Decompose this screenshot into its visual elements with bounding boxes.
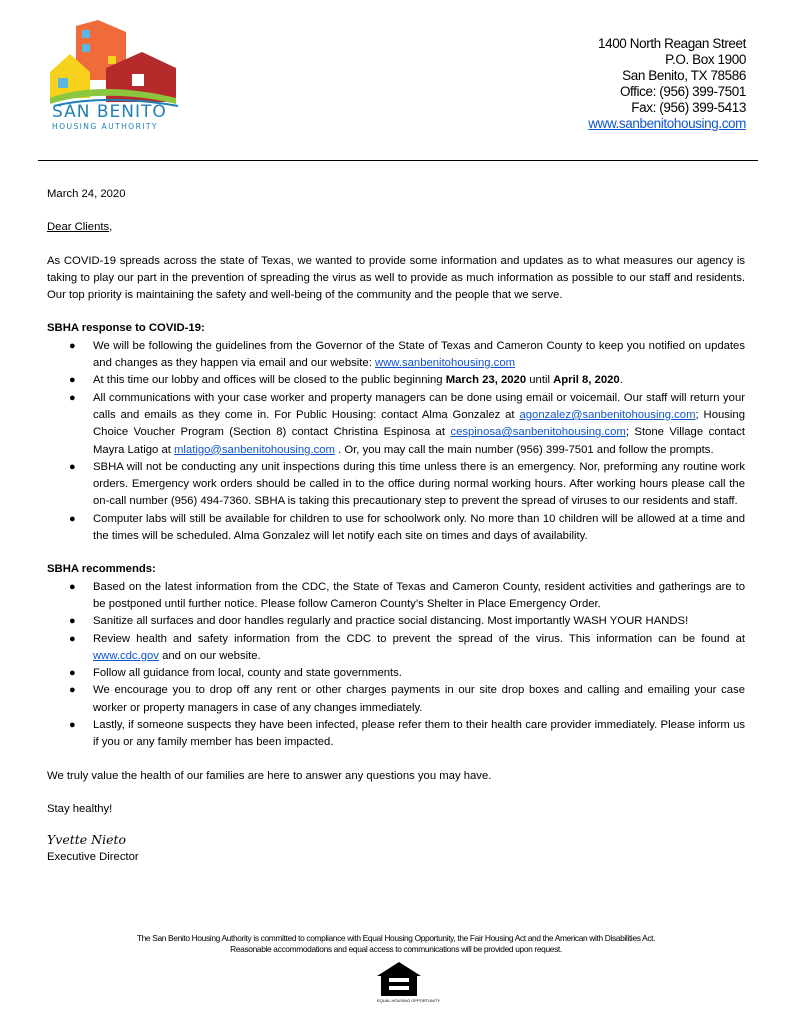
bullet-text: SBHA will not be conducting any unit inspections during this time unless there is an emergency. Nor, preforming any routine work orders. Emergency work orders should be called in to the office during normal working hours. After working hours please call the on-call number (956) 494-7360. SBHA is taking this precautionary step to prevent the spread of viruses to our residents and staff. xyxy=(93,460,745,508)
bullet-icon: ● xyxy=(69,580,76,593)
office-phone: Office: (956) 399-7501 xyxy=(619,84,746,99)
list-item xyxy=(47,390,745,459)
list-item xyxy=(47,613,745,630)
footer-line-2: Reasonable accommodations and equal access to communications will be provided upon request. xyxy=(230,944,562,954)
equal-housing-house-icon xyxy=(377,962,421,998)
website-link[interactable]: www.sanbenitohousing.com xyxy=(374,357,516,370)
salutation-text: Dear Clients xyxy=(47,221,110,234)
bullet-icon: ● xyxy=(69,460,76,473)
website-link[interactable]: www.sanbenitohousing.com xyxy=(588,116,746,131)
footer xyxy=(0,933,792,955)
bullet-icon: ● xyxy=(69,512,76,525)
bullet-icon: ● xyxy=(69,615,76,628)
list-item xyxy=(47,372,745,389)
bullet-text: We encourage you to drop off any rent or other charges payments in our site drop boxes and calling and emailing your case worker or property managers in case of any changes immediately. xyxy=(93,684,745,714)
bullet-text: ; Stone Village contact Mayra Latigo at xyxy=(93,426,745,456)
bullet-icon: ● xyxy=(69,374,76,387)
fax: Fax: (956) 399-5413 xyxy=(631,100,746,115)
email-link-mlatigo[interactable]: mlatigo@sanbenitohousing.com xyxy=(174,443,335,456)
bullet-icon: ● xyxy=(69,391,76,404)
street: 1400 North Reagan Street xyxy=(597,36,746,51)
logo xyxy=(46,18,184,136)
letter-body xyxy=(47,186,745,866)
sign-off: Stay healthy! xyxy=(47,802,113,815)
bullet-text: Computer labs will still be available for children to use for schoolwork only. No more than 10 children will be allowed at a time and the times will be scheduled. Alma Gonzalez will let notify each site on times and days of availability. xyxy=(93,512,745,543)
salutation xyxy=(47,219,745,236)
bullet-text: Follow all guidance from local, county and state governments. xyxy=(93,667,402,680)
response-heading: SBHA response to COVID-19: xyxy=(47,322,205,335)
equal-housing-label: EQUAL HOUSING OPPORTUNITY xyxy=(377,998,441,1003)
header-divider xyxy=(38,160,758,161)
bullet-icon: ● xyxy=(69,632,76,645)
logo-buildings-graphic xyxy=(46,18,184,108)
bullet-text: Based on the latest information from the CDC, the State of Texas and Cameron County, resident activities and gatherings are to be postponed until further notice. Please follow Cameron County’s Shelter in Place Emergency Order. xyxy=(93,580,745,610)
recommends-heading: SBHA recommends: xyxy=(47,563,156,576)
letter-date: March 24, 2020 xyxy=(47,188,126,200)
logo-name: SAN BENITO xyxy=(52,102,167,122)
response-list xyxy=(47,338,745,546)
list-item xyxy=(47,338,745,373)
bullet-text: ; Housing Choice Voucher Program (Section 8) contact Christina Espinosa at xyxy=(93,408,745,439)
po-box: P.O. Box 1900 xyxy=(665,52,746,67)
address-block xyxy=(588,36,746,132)
signer-title: Executive Director xyxy=(47,851,139,864)
bullet-text: until xyxy=(526,374,554,387)
bullet-text: . Or, you may call the main number (956) 399-7501 and follow the prompts. xyxy=(334,443,714,456)
bullet-text: Review health and safety information from the CDC to prevent the spread of the virus. This information can be found at xyxy=(93,632,745,645)
bullet-text: At this time our lobby and offices will be closed to the public beginning xyxy=(93,374,446,387)
closure-end-date: April 8, 2020 xyxy=(553,374,620,387)
bullet-text: All communications with your case worker and property managers can be done using email or voicemail. Our staff will return your calls and emails as they come in. For Public Housing: contact Alma Gonzalez at xyxy=(93,391,745,421)
list-item xyxy=(47,631,745,666)
closure-start-date: March 23, 2020 xyxy=(445,374,527,387)
equal-housing-logo xyxy=(377,962,441,1012)
bullet-text: . xyxy=(619,374,623,387)
bullet-text: Sanitize all surfaces and door handles regularly and practice social distancing. Most importantly WASH YOUR HANDS! xyxy=(93,615,689,628)
bullet-text: We will be following the guidelines from the Governor of the State of Texas and Cameron County to keep you notified on updates and changes as they happen via email and our website: xyxy=(93,339,745,370)
recommends-list xyxy=(47,579,745,752)
signature: Yvette Nieto xyxy=(47,832,127,848)
salutation-comma: , xyxy=(109,221,113,234)
logo-subtitle: HOUSING AUTHORITY xyxy=(52,122,158,131)
list-item xyxy=(47,459,745,511)
list-item xyxy=(47,717,745,752)
cdc-link[interactable]: www.cdc.gov xyxy=(93,649,159,662)
bullet-text: and on our website. xyxy=(158,649,261,662)
email-link-cespinosa[interactable]: cespinosa@sanbenitohousing.com xyxy=(450,426,626,439)
bullet-icon: ● xyxy=(69,339,76,352)
list-item xyxy=(47,665,745,682)
list-item xyxy=(47,511,745,546)
list-item xyxy=(47,579,745,614)
city: San Benito, TX 78586 xyxy=(622,68,746,83)
closing-paragraph: We truly value the health of our families are here to answer any questions you may have. xyxy=(47,769,492,782)
bullet-icon: ● xyxy=(69,684,76,697)
bullet-icon: ● xyxy=(69,667,76,680)
list-item xyxy=(47,682,745,717)
bullet-text: Lastly, if someone suspects they have been infected, please refer them to their health care provider immediately. Please inform us if you or any family member has been impacted. xyxy=(93,719,745,749)
email-link-agonzalez[interactable]: agonzalez@sanbenitohousing.com xyxy=(519,408,696,421)
intro-paragraph: As COVID-19 spreads across the state of Texas, we wanted to provide some information and updates as to what measures our agency is taking to play our part in the prevention of spreading the virus as well to provide as much information as possible to our staff and residents. Our top priority is maintaining the safety and well-being of the community and the people that we serve. xyxy=(47,254,745,302)
footer-line-1: The San Benito Housing Authority is committed to compliance with Equal Housing Opportunity, the Fair Housing Act and the American with Disabilities Act. xyxy=(136,933,656,943)
bullet-icon: ● xyxy=(69,719,76,732)
